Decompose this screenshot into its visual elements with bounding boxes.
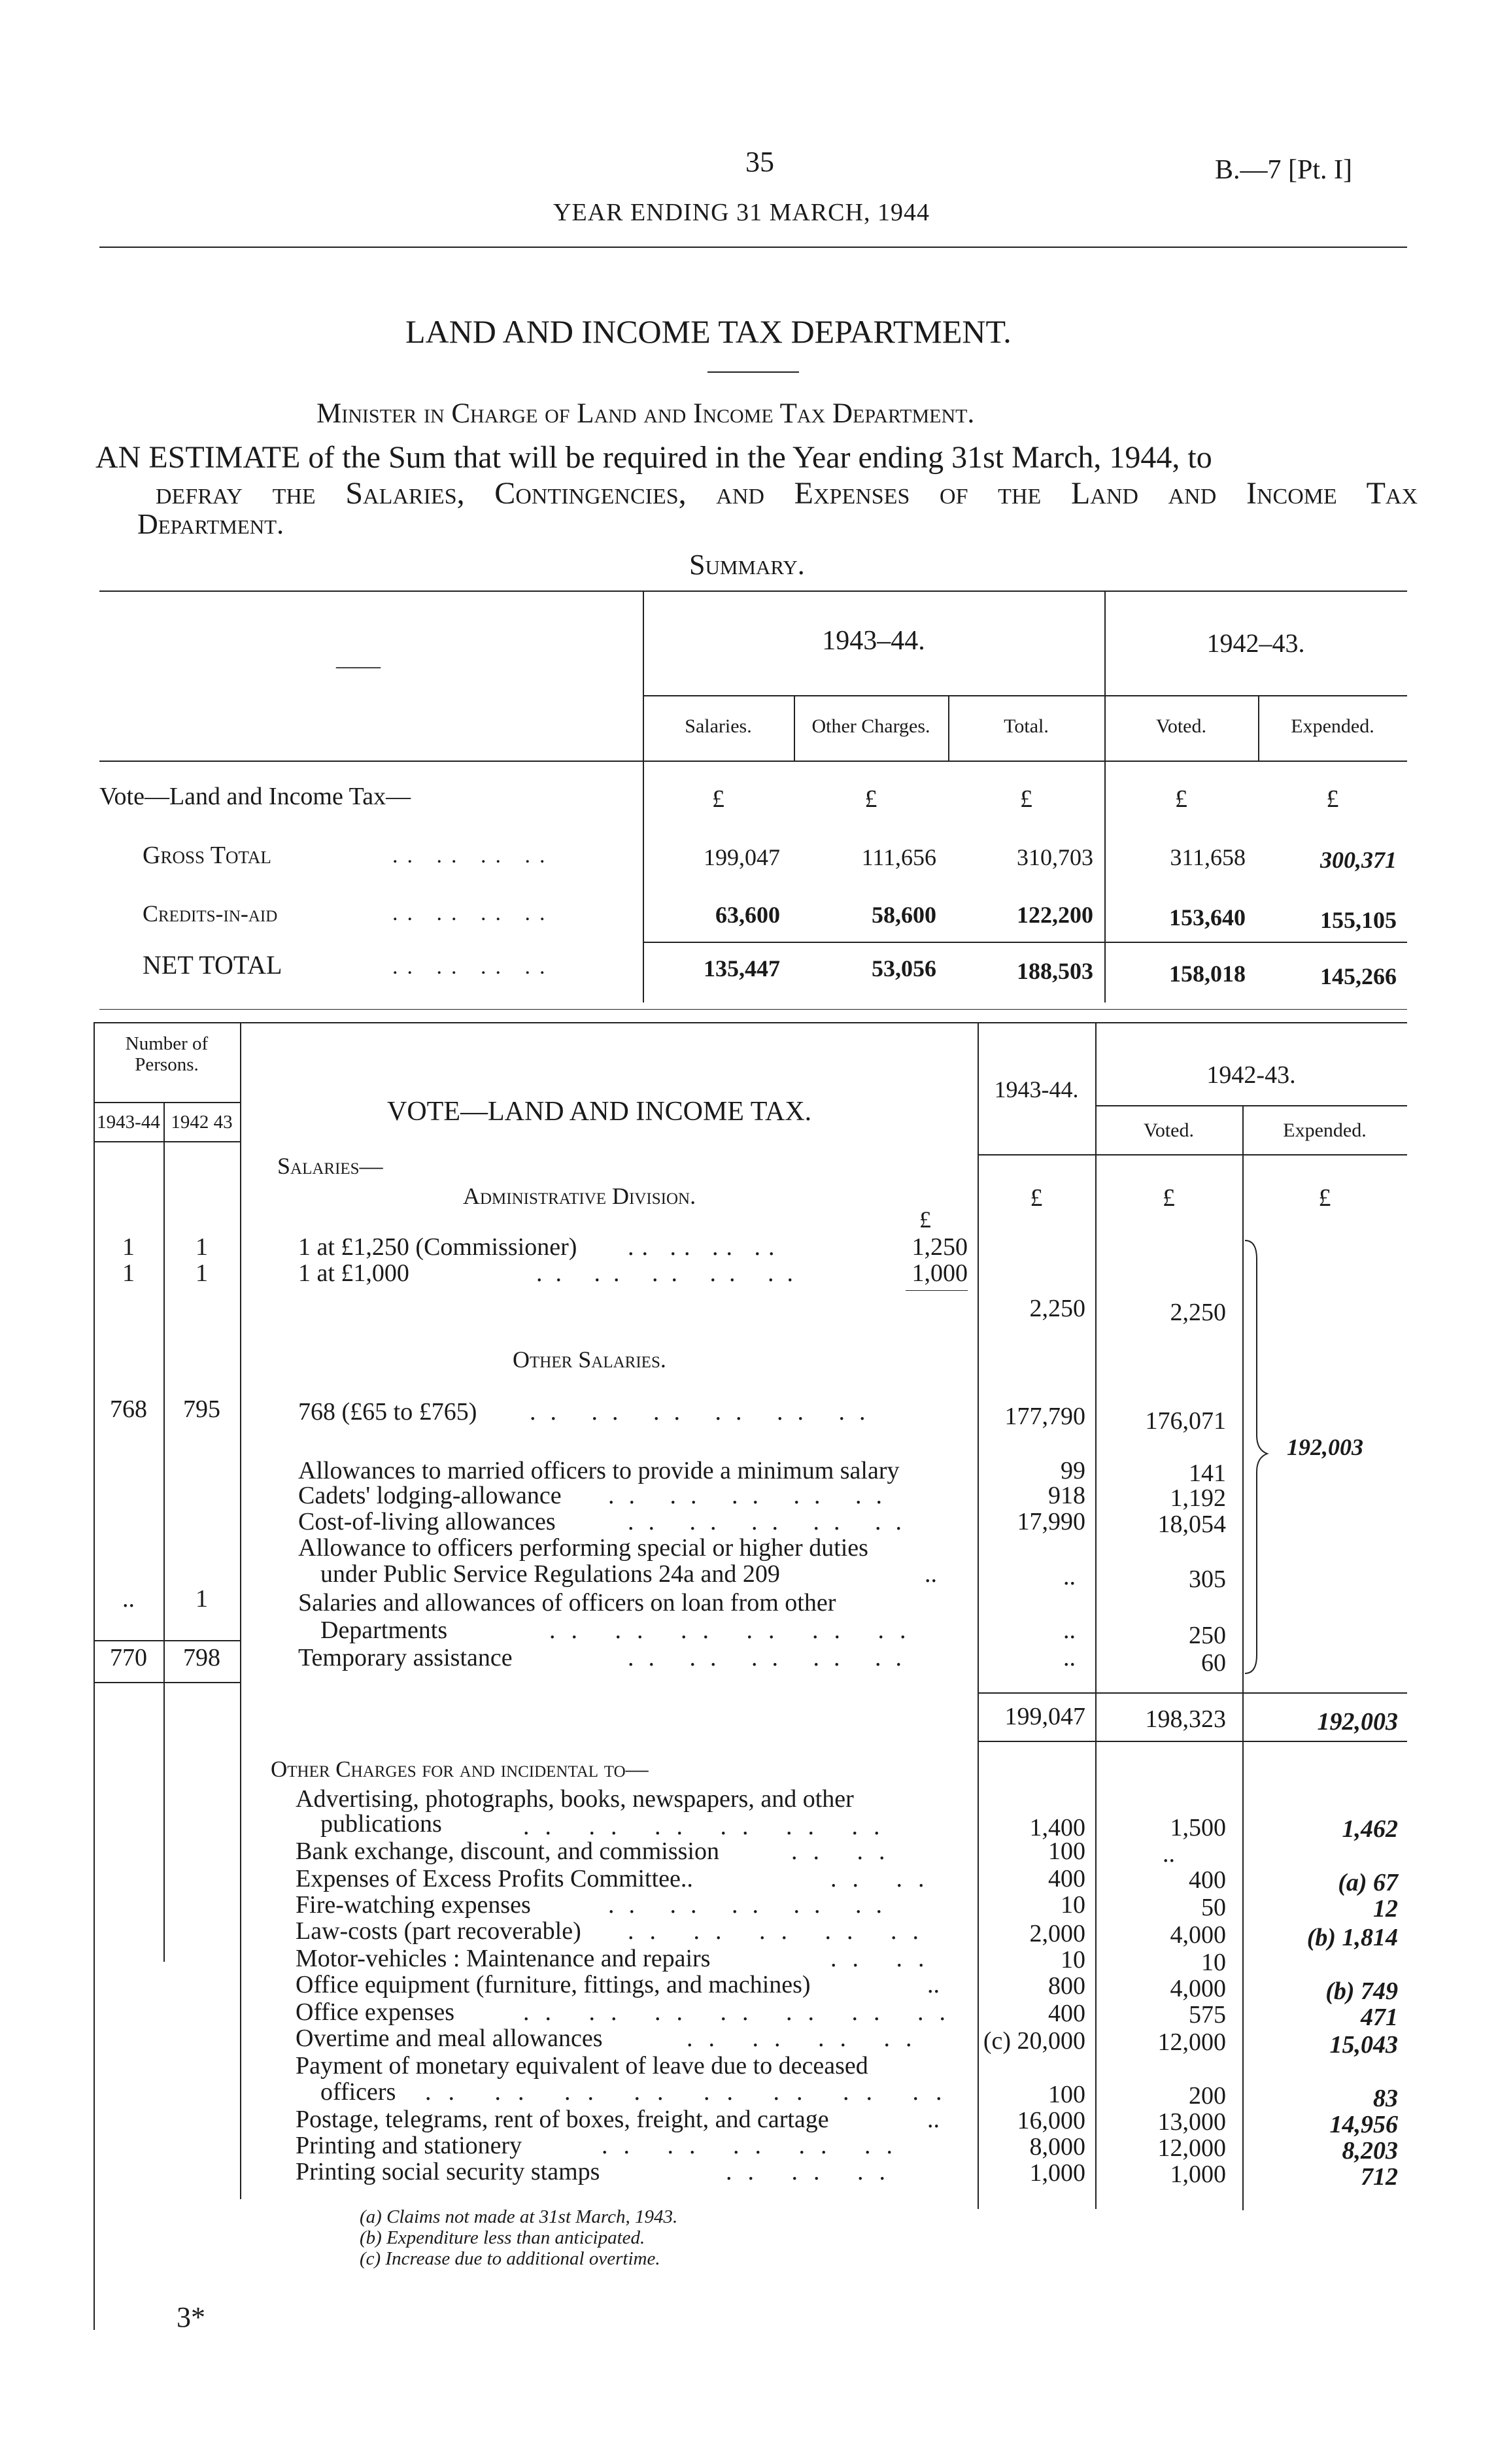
vote-col-current: 1943-44. xyxy=(994,1076,1079,1103)
summary-cell: 199,047 xyxy=(704,844,780,870)
allowance-voted: 1,192 xyxy=(1170,1484,1226,1512)
charge-current: 16,000 xyxy=(1017,2107,1085,2134)
charge-label: Payment of monetary equivalent of leave due to deceased xyxy=(296,2052,868,2079)
charge-voted: 200 xyxy=(1189,2082,1226,2110)
summary-year-prev: 1942–43. xyxy=(1206,628,1305,658)
salaries-total-voted: 198,323 xyxy=(1145,1705,1226,1733)
vote-currency-current: £ xyxy=(1030,1184,1043,1212)
summary-year-current: 1943–44. xyxy=(822,626,925,656)
leader-dots: .. .. xyxy=(791,1838,901,1865)
department-title: LAND AND INCOME TAX DEPARTMENT. xyxy=(405,313,1012,350)
admin-total-current: 2,250 xyxy=(1029,1295,1085,1322)
footnote-a: (a) Claims not made at 31st March, 1943. xyxy=(360,2206,678,2227)
persons-cell: .. xyxy=(122,1585,135,1613)
persons-cell: 1 xyxy=(196,1585,208,1613)
vote-vline-persons xyxy=(163,1102,165,1962)
charge-voted: .. xyxy=(1163,1840,1175,1868)
vote-prev-rule xyxy=(1095,1105,1407,1106)
summary-cell: 111,656 xyxy=(861,844,936,870)
salaries-total-expended: 192,003 xyxy=(1317,1708,1398,1736)
summary-bottom-rule xyxy=(99,1009,1407,1010)
charge-voted: 13,000 xyxy=(1157,2108,1226,2136)
temp-assistance-label: Temporary assistance xyxy=(298,1644,513,1671)
charge-expended: 712 xyxy=(1361,2163,1398,2191)
estimate-lead-word: AN ESTIMATE xyxy=(95,440,301,475)
other-salary-voted: 176,071 xyxy=(1145,1407,1226,1435)
summary-currency-other: £ xyxy=(864,785,877,813)
charge-label: Bank exchange, discount, and commission xyxy=(296,1838,719,1865)
charge-label-cont: publications xyxy=(320,1810,442,1838)
vote-col-expended: Expended. xyxy=(1283,1120,1367,1141)
persons-total: 770 xyxy=(110,1644,147,1671)
charge-current: 800 xyxy=(1048,1972,1085,2000)
title-divider xyxy=(707,371,799,373)
charge-voted: 50 xyxy=(1201,1894,1226,1921)
leader-dots: .. .. .. .. .. .. .. .. xyxy=(425,2078,959,2106)
leader-dots: .. .. .. .. .. xyxy=(536,1259,806,1287)
summary-cell: 122,200 xyxy=(1017,902,1093,928)
summary-currency-total: £ xyxy=(1020,785,1032,813)
persons-header: Number of Persons. xyxy=(125,1033,209,1075)
charge-voted: 1,500 xyxy=(1170,1814,1226,1841)
other-salaries-heading: Other Salaries. xyxy=(513,1346,666,1373)
summary-cell: 188,503 xyxy=(1017,958,1093,984)
charge-current: 100 xyxy=(1048,2081,1085,2108)
header-rule xyxy=(99,247,1407,248)
charge-current: 2,000 xyxy=(1029,1920,1085,1947)
allowance-current: 918 xyxy=(1048,1482,1085,1509)
summary-currency-salaries: £ xyxy=(712,785,724,813)
temp-voted: 60 xyxy=(1201,1649,1226,1677)
leader-dots: .. .. .. .. .. .. xyxy=(523,1813,896,1840)
vote-currency-voted: £ xyxy=(1163,1184,1175,1212)
summary-top-rule xyxy=(99,590,1407,592)
leader-dots: .. .. .. .. xyxy=(628,1233,783,1261)
allowance-label: Cadets' lodging-allowance xyxy=(298,1482,562,1509)
vote-vline-persons-right xyxy=(240,1022,241,2199)
leader-dots: .. .. .. .. .. xyxy=(628,1508,916,1535)
leader-dots: .. .. xyxy=(830,1865,940,1892)
expended-brace xyxy=(1242,1239,1282,1677)
leader-dots: .. .. .. .. xyxy=(392,955,554,979)
page-number: 35 xyxy=(745,146,774,178)
charge-expended: 8,203 xyxy=(1342,2137,1398,2165)
vote-col-prev: 1942-43. xyxy=(1206,1061,1296,1089)
summary-cell: 300,371 xyxy=(1320,847,1397,873)
charge-label: Advertising, photographs, books, newspapers, and other xyxy=(296,1785,854,1813)
charge-voted: 10 xyxy=(1201,1949,1226,1976)
admin-inner-amount: 1,000 xyxy=(911,1259,968,1287)
loan-voted: 250 xyxy=(1189,1622,1226,1649)
charge-label: Office equipment (furniture, fittings, and machines) xyxy=(296,1971,811,1998)
estimate-lead xyxy=(95,439,1212,475)
summary-col-other: Other Charges. xyxy=(811,715,930,737)
summary-cell: 311,658 xyxy=(1170,844,1246,870)
summary-cell: 58,600 xyxy=(872,902,936,928)
persons-total-rule xyxy=(94,1640,240,1641)
charge-voted: 400 xyxy=(1189,1866,1226,1894)
footnote-c: (c) Increase due to additional overtime. xyxy=(360,2248,660,2269)
leader-dots: .. .. .. .. xyxy=(392,901,554,925)
allowance-voted: 141 xyxy=(1189,1460,1226,1487)
charge-expended: (b) 1,814 xyxy=(1306,1924,1398,1951)
allowance-current: 99 xyxy=(1061,1457,1085,1484)
leader-dots: .. .. .. .. xyxy=(392,844,554,868)
charge-label: Printing social security stamps xyxy=(296,2158,600,2185)
charge-current: 400 xyxy=(1048,1865,1085,1892)
footnote-b: (b) Expenditure less than anticipated. xyxy=(360,2227,645,2248)
estimate-line-2: defray the Salaries, Contingencies, and Expenses of the Land and Income Tax xyxy=(156,476,1418,511)
charge-current: 1,000 xyxy=(1029,2159,1085,2187)
allowance-label: Cost-of-living allowances xyxy=(298,1508,556,1535)
charge-label: Fire-watching expenses xyxy=(296,1891,531,1919)
charge-label: Printing and stationery xyxy=(296,2132,522,2159)
inner-currency: £ xyxy=(919,1206,931,1233)
summary-currency-voted: £ xyxy=(1175,785,1187,813)
leader-dots: .. .. .. .. .. .. .. xyxy=(523,1998,961,2026)
loan-current: .. xyxy=(1063,1617,1076,1644)
persons-subheader-rule xyxy=(94,1141,240,1142)
charge-expended: 14,956 xyxy=(1329,2111,1398,2138)
charge-label-cont: officers xyxy=(320,2078,396,2106)
charge-expended: 15,043 xyxy=(1329,2031,1398,2059)
summary-stub-dash: —— xyxy=(336,654,381,678)
estimate-line-1: of the Sum that will be required in the Year ending 31st March, 1944, to xyxy=(308,440,1212,475)
leader-dots: .. .. .. .. .. xyxy=(608,1482,896,1509)
charge-current: (c) 20,000 xyxy=(983,2027,1085,2055)
summary-cell: 135,447 xyxy=(704,955,780,982)
allowance-voted: 18,054 xyxy=(1157,1511,1226,1538)
leader-dots: .. .. .. .. .. xyxy=(628,1644,916,1671)
charge-label: Expenses of Excess Profits Committee.. xyxy=(296,1865,693,1892)
vote-top-rule xyxy=(94,1022,1407,1023)
summary-col-total: Total. xyxy=(1004,715,1049,737)
leader-dots: .. .. .. xyxy=(726,2158,901,2185)
charge-expended: 1,462 xyxy=(1342,1815,1398,1843)
summary-row-label: Credits-in-aid xyxy=(143,900,278,927)
special-duties-voted: 305 xyxy=(1189,1566,1226,1593)
summary-cell: 53,056 xyxy=(872,955,936,982)
leader-dots: .. .. .. .. .. .. xyxy=(530,1398,880,1426)
summary-cell: 158,018 xyxy=(1169,961,1246,987)
other-salary-current: 177,790 xyxy=(1004,1403,1085,1430)
persons-total: 798 xyxy=(183,1644,220,1671)
persons-bottom-rule xyxy=(94,1682,240,1683)
other-salary-label: 768 (£65 to £765) xyxy=(298,1398,477,1426)
charge-expended: (b) 749 xyxy=(1325,1977,1398,2005)
charge-expended: 471 xyxy=(1361,2004,1398,2031)
persons-cell: 1 xyxy=(196,1259,208,1287)
loan-line-2: Departments xyxy=(320,1617,448,1644)
allowance-label: Allowances to married officers to provide a minimum salary xyxy=(298,1457,900,1484)
loan-line-1: Salaries and allowances of officers on loan from other xyxy=(298,1589,836,1617)
charge-voted: 4,000 xyxy=(1170,1921,1226,1949)
charge-label: Overtime and meal allowances xyxy=(296,2025,603,2052)
leader-dots: .. .. .. .. .. .. xyxy=(549,1617,922,1644)
summary-currency-expended: £ xyxy=(1326,785,1339,813)
year-ending-line: YEAR ENDING 31 MARCH, 1944 xyxy=(553,199,930,226)
charge-current: 400 xyxy=(1048,2000,1085,2027)
summary-header-bottom-rule xyxy=(99,761,1407,762)
summary-cell: 63,600 xyxy=(715,902,780,928)
summary-cell: 145,266 xyxy=(1320,963,1397,989)
charge-current: 10 xyxy=(1061,1946,1085,1974)
salaries-total-rule xyxy=(978,1692,1407,1694)
special-duties-line-2: under Public Service Regulations 24a and 209 xyxy=(320,1560,780,1588)
summary-col-expended: Expended. xyxy=(1291,715,1374,737)
document-reference: B.—7 [Pt. I] xyxy=(1215,155,1352,185)
persons-cell: 1 xyxy=(196,1233,208,1261)
leader-dots: .. .. .. .. .. xyxy=(608,1891,896,1919)
persons-cell: 795 xyxy=(183,1395,220,1423)
summary-heading: Summary. xyxy=(689,549,805,581)
leader-dots: .. xyxy=(927,1971,940,1998)
charge-voted: 12,000 xyxy=(1157,2028,1226,2056)
persons-cell: 768 xyxy=(110,1395,147,1423)
summary-cell: 155,105 xyxy=(1320,907,1397,933)
leader-dots: .. .. .. .. xyxy=(687,2025,928,2052)
vote-header-bottom-rule xyxy=(978,1154,1407,1155)
salaries-heading: Salaries— xyxy=(277,1153,383,1179)
summary-vote-label: Vote—Land and Income Tax— xyxy=(99,783,411,810)
salaries-total-bottom-rule xyxy=(978,1741,1407,1742)
charge-voted: 1,000 xyxy=(1170,2161,1226,2188)
charge-current: 100 xyxy=(1048,1838,1085,1865)
charge-expended: 83 xyxy=(1373,2085,1398,2112)
other-charges-heading: Other Charges for and incidental to— xyxy=(271,1756,649,1782)
persons-col-1942: 1942 43 xyxy=(171,1112,233,1133)
leader-dots: .. xyxy=(925,1560,937,1588)
charge-voted: 12,000 xyxy=(1157,2134,1226,2162)
salaries-total-current: 199,047 xyxy=(1004,1703,1085,1730)
charge-current: 8,000 xyxy=(1029,2133,1085,2161)
persons-cell: 1 xyxy=(122,1259,135,1287)
charge-expended: (a) 67 xyxy=(1338,1869,1398,1896)
summary-row-label: NET TOTAL xyxy=(143,950,282,980)
charge-expended: 12 xyxy=(1373,1895,1398,1923)
charge-current: 10 xyxy=(1061,1891,1085,1919)
summary-col-voted: Voted. xyxy=(1156,715,1206,737)
leader-dots: .. .. .. .. .. xyxy=(628,1917,934,1945)
temp-current: .. xyxy=(1063,1644,1076,1671)
estimate-line-3: Department. xyxy=(137,508,284,540)
vote-title: VOTE—LAND AND INCOME TAX. xyxy=(387,1097,812,1127)
charge-label: Motor-vehicles : Maintenance and repairs xyxy=(296,1945,711,1972)
persons-header-rule xyxy=(94,1102,240,1103)
vote-vline-left xyxy=(94,1022,95,2330)
admin-total-voted: 2,250 xyxy=(1170,1299,1226,1326)
inner-sum-rule xyxy=(906,1290,968,1291)
admin-row-label: 1 at £1,000 xyxy=(298,1259,409,1287)
admin-division-heading: Administrative Division. xyxy=(463,1183,696,1209)
persons-cell: 1 xyxy=(122,1233,135,1261)
special-duties-line-1: Allowance to officers performing special or higher duties xyxy=(298,1534,868,1562)
expended-bracket-total: 192,003 xyxy=(1287,1434,1363,1460)
vote-col-voted: Voted. xyxy=(1144,1120,1194,1141)
summary-net-rule xyxy=(643,942,1407,943)
leader-dots: .. xyxy=(927,2106,940,2133)
allowance-current: 17,990 xyxy=(1017,1508,1085,1535)
vote-currency-expended: £ xyxy=(1318,1184,1331,1212)
charge-voted: 4,000 xyxy=(1170,1975,1226,2002)
leader-dots: .. .. .. .. .. xyxy=(602,2132,908,2159)
summary-cell: 310,703 xyxy=(1017,844,1093,870)
summary-subhead-rule xyxy=(643,695,1407,696)
charge-label: Postage, telegrams, rent of boxes, freight, and cartage xyxy=(296,2106,829,2133)
leader-dots: .. .. xyxy=(830,1945,940,1972)
signature-mark: 3* xyxy=(177,2301,205,2333)
charge-voted: 575 xyxy=(1189,2001,1226,2028)
admin-row-label: 1 at £1,250 (Commissioner) xyxy=(298,1233,577,1261)
summary-cell: 153,640 xyxy=(1169,904,1246,931)
minister-line: Minister in Charge of Land and Income Tax Department. xyxy=(316,398,975,429)
admin-inner-amount: 1,250 xyxy=(911,1233,968,1261)
summary-col-salaries: Salaries. xyxy=(685,715,752,737)
charge-label: Office expenses xyxy=(296,1998,455,2026)
charge-label: Law-costs (part recoverable) xyxy=(296,1917,581,1945)
persons-col-1943: 1943-44 xyxy=(97,1112,160,1133)
charge-current: 1,400 xyxy=(1029,1814,1085,1841)
summary-row-label: Gross Total xyxy=(143,842,271,869)
special-duties-current: .. xyxy=(1063,1563,1076,1590)
